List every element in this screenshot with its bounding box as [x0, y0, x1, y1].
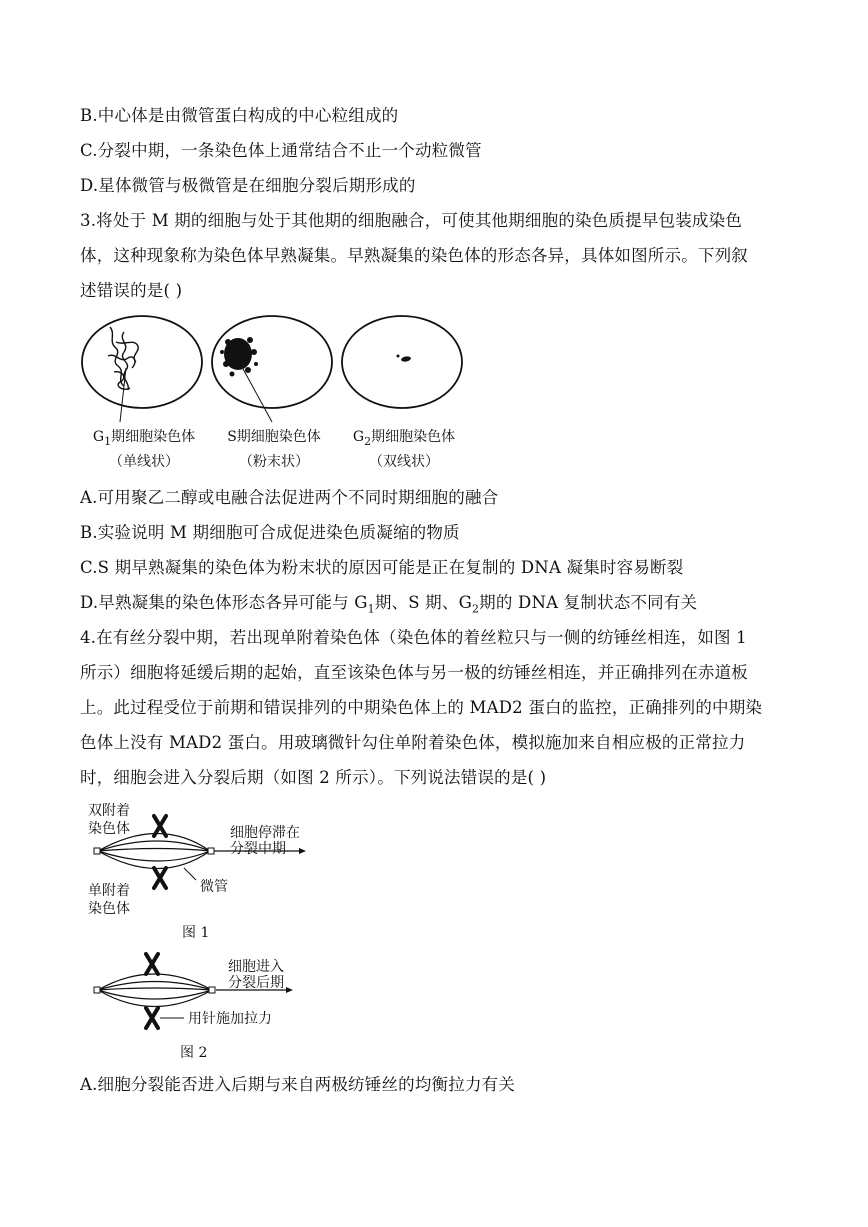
spindle-figure-1 — [84, 796, 324, 941]
single-attached-chromosome-icon — [154, 868, 166, 888]
lower-chromosome-icon — [146, 1008, 158, 1028]
question-3-line-2: 体，这种现象称为染色体早熟凝集。早熟凝集的染色体的形态各异，具体如图所示。下列叙 — [80, 246, 748, 265]
upper-chromosome-icon — [146, 954, 158, 974]
option-d-q3: D.早熟凝集的染色体形态各异可能与 $G_1$期、S 期、$G_2$期的 DNA 复制状态不同有关 — [80, 593, 698, 616]
question-4-line-2: 所示）细胞将延缓后期的起始，直至该染色体与另一极的纺锤丝相连，并正确排列在赤道板 — [80, 663, 748, 682]
option-c-q2: C.分裂中期，一条染色体上通常结合不止一个动粒微管 — [80, 141, 482, 160]
question-3-line-3: 述错误的是( ) — [80, 281, 183, 300]
figure-1-caption: 图 1 — [182, 925, 210, 941]
figure-2-caption: 图 2 — [180, 1045, 208, 1061]
question-3-line-1: 3.将处于 M 期的细胞与处于其他期的细胞融合，可使其他期细胞的染色质提早包装成染色 — [80, 211, 743, 230]
s-shape-label: （粉末状） — [239, 454, 309, 470]
arrest-label: 细胞停滞在 — [230, 825, 300, 841]
option-a-q3: A.可用聚乙二醇或电融合法促进两个不同时期细胞的融合 — [80, 488, 499, 507]
chromosome-label-a: 染色体 — [88, 821, 130, 837]
g1-chromosome-icon — [108, 327, 138, 390]
option-b-q3: B.实验说明 M 期细胞可合成促进染色质凝缩的物质 — [80, 523, 460, 542]
microtubule-label: 微管 — [200, 879, 228, 895]
g2-chromosome-icon — [397, 355, 412, 363]
double-attached-label: 双附着 — [88, 803, 130, 819]
chromosome-figure — [80, 312, 470, 472]
g1-label: $G_1$期细胞染色体 — [92, 429, 196, 448]
g2-shape-label: （双线状） — [369, 454, 439, 470]
question-4-line-1: 4.在有丝分裂中期，若出现单附着染色体（染色体的着丝粒只与一侧的纺锤丝相连，如图 1 — [80, 628, 747, 647]
option-a-q4: A.细胞分裂能否进入后期与来自两极纺锤丝的均衡拉力有关 — [80, 1075, 516, 1094]
metaphase-label: 分裂中期 — [230, 841, 286, 857]
option-d-q2: D.星体微管与极微管是在细胞分裂后期形成的 — [80, 176, 416, 195]
question-4-line-4: 色体上没有 MAD2 蛋白。用玻璃微针勾住单附着染色体，模拟施加来自相应极的正常拉力 — [80, 733, 746, 752]
spindle-figure-2 — [84, 948, 324, 1063]
needle-label: 用针施加拉力 — [188, 1011, 272, 1027]
option-b-q2: B.中心体是由微管蛋白构成的中心粒组成的 — [80, 106, 399, 125]
enter-label: 细胞进入 — [228, 959, 284, 975]
s-phase-chromosome-icon — [220, 337, 258, 377]
cells-drawing — [80, 312, 470, 472]
s-label: S期细胞染色体 — [227, 429, 321, 445]
chromosome-label-b: 染色体 — [88, 901, 130, 917]
single-attached-label: 单附着 — [88, 883, 130, 899]
anaphase-label: 分裂后期 — [228, 975, 284, 991]
g2-label: $G_2$期细胞染色体 — [352, 429, 456, 448]
question-4-line-5: 时，细胞会进入分裂后期（如图 2 所示）。下列说法错误的是( ) — [80, 768, 547, 787]
option-c-q3: C.S 期早熟凝集的染色体为粉末状的原因可能是正在复制的 DNA 凝集时容易断裂 — [80, 558, 684, 577]
g1-shape-label: （单线状） — [109, 454, 179, 470]
question-4-line-3: 上。此过程受位于前期和错误排列的中期染色体上的 MAD2 蛋白的监控，正确排列的中期染 — [80, 698, 763, 717]
